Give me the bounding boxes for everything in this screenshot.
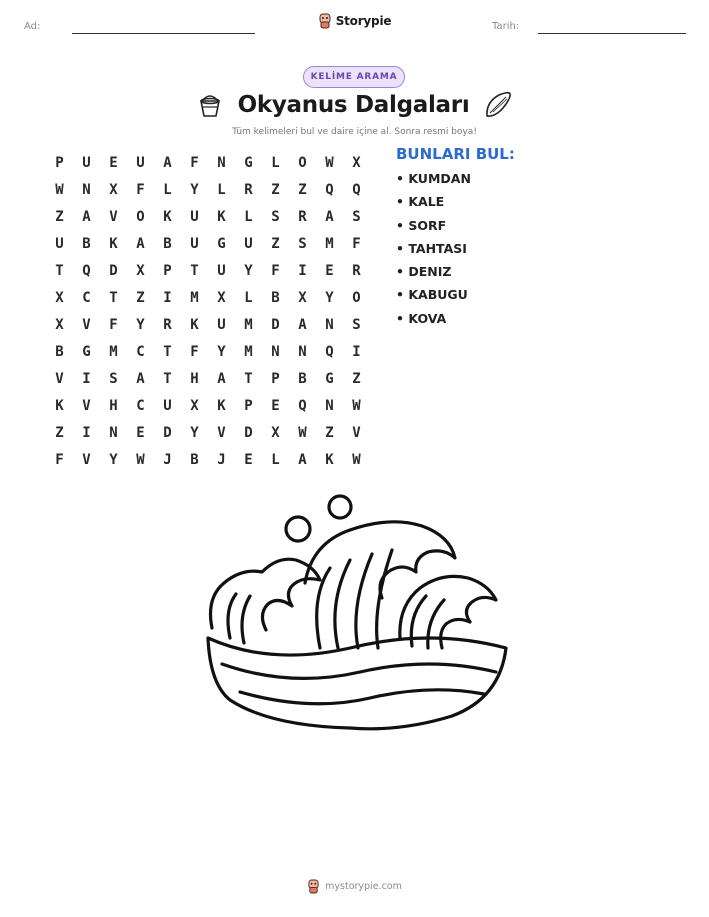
grid-letter[interactable]: K: [217, 208, 226, 225]
grid-letter[interactable]: U: [244, 235, 253, 252]
grid-letter[interactable]: D: [271, 316, 280, 333]
word-search-badge: KELİME ARAMA: [303, 66, 405, 88]
grid-letter[interactable]: W: [352, 397, 361, 414]
grid-letter[interactable]: Y: [190, 424, 199, 441]
grid-letter[interactable]: T: [163, 343, 172, 360]
grid-letter[interactable]: E: [109, 154, 118, 171]
grid-letter[interactable]: A: [82, 208, 91, 225]
grid-letter[interactable]: N: [109, 424, 118, 441]
grid-letter[interactable]: Q: [82, 262, 91, 279]
grid-letter[interactable]: X: [217, 289, 226, 306]
grid-letter[interactable]: G: [217, 235, 226, 252]
grid-letter[interactable]: A: [136, 235, 145, 252]
grid-letter[interactable]: Z: [298, 181, 307, 198]
brand-logo: [0, 13, 709, 29]
grid-letter[interactable]: N: [82, 181, 91, 198]
grid-letter[interactable]: Y: [109, 451, 118, 468]
grid-letter[interactable]: X: [136, 262, 145, 279]
grid-letter[interactable]: B: [271, 289, 280, 306]
grid-letter[interactable]: D: [244, 424, 253, 441]
word-item: • SORF: [396, 217, 447, 233]
grid-letter[interactable]: Y: [244, 262, 253, 279]
grid-letter[interactable]: Q: [352, 181, 361, 198]
grid-letter[interactable]: G: [325, 370, 334, 387]
grid-letter[interactable]: S: [352, 208, 361, 225]
grid-letter[interactable]: L: [271, 451, 280, 468]
grid-letter[interactable]: U: [217, 262, 226, 279]
grid-letter[interactable]: N: [271, 343, 280, 360]
grid-letter[interactable]: L: [217, 181, 226, 198]
grid-letter[interactable]: V: [82, 451, 91, 468]
grid-letter[interactable]: Z: [271, 235, 280, 252]
instructions: Tüm kelimeleri bul ve daire içine al. Sonra resmi boya!: [232, 127, 477, 137]
footer: [0, 879, 709, 894]
grid-letter[interactable]: I: [82, 424, 91, 441]
surfboard-icon: [483, 90, 513, 120]
grid-letter[interactable]: E: [244, 451, 253, 468]
grid-letter[interactable]: M: [325, 235, 334, 252]
grid-letter[interactable]: S: [271, 208, 280, 225]
grid-letter[interactable]: Z: [271, 181, 280, 198]
grid-letter[interactable]: Y: [136, 316, 145, 333]
grid-letter[interactable]: K: [109, 235, 118, 252]
grid-letter[interactable]: Q: [325, 181, 334, 198]
grid-letter[interactable]: S: [352, 316, 361, 333]
grid-letter[interactable]: U: [190, 208, 199, 225]
grid-letter[interactable]: W: [352, 451, 361, 468]
storypie-mascot-icon: [307, 879, 320, 894]
grid-letter[interactable]: B: [298, 370, 307, 387]
grid-letter[interactable]: M: [244, 316, 253, 333]
grid-letter[interactable]: O: [136, 208, 145, 225]
grid-letter[interactable]: U: [190, 235, 199, 252]
grid-letter[interactable]: K: [325, 451, 334, 468]
grid-letter[interactable]: D: [163, 424, 172, 441]
grid-letter[interactable]: P: [55, 154, 64, 171]
grid-letter[interactable]: N: [325, 316, 334, 333]
grid-letter[interactable]: O: [298, 154, 307, 171]
grid-letter[interactable]: I: [82, 370, 91, 387]
grid-letter[interactable]: H: [190, 370, 199, 387]
grid-letter[interactable]: K: [190, 316, 199, 333]
grid-letter[interactable]: P: [163, 262, 172, 279]
grid-letter[interactable]: C: [136, 343, 145, 360]
word-item: • TAHTASI: [396, 240, 467, 256]
grid-letter[interactable]: V: [109, 208, 118, 225]
grid-letter[interactable]: G: [244, 154, 253, 171]
grid-letter[interactable]: F: [136, 181, 145, 198]
grid-letter[interactable]: N: [217, 154, 226, 171]
grid-letter[interactable]: F: [109, 316, 118, 333]
grid-letter[interactable]: S: [298, 235, 307, 252]
grid-letter[interactable]: X: [55, 316, 64, 333]
grid-letter[interactable]: B: [82, 235, 91, 252]
grid-letter[interactable]: R: [298, 208, 307, 225]
grid-letter[interactable]: H: [109, 397, 118, 414]
grid-letter[interactable]: U: [217, 316, 226, 333]
grid-letter[interactable]: F: [190, 154, 199, 171]
grid-letter[interactable]: D: [109, 262, 118, 279]
grid-letter[interactable]: V: [82, 397, 91, 414]
grid-letter[interactable]: X: [352, 154, 361, 171]
page-title: Okyanus Dalgaları: [237, 92, 470, 118]
grid-letter[interactable]: K: [217, 397, 226, 414]
name-label: Ad:: [24, 21, 41, 32]
grid-letter[interactable]: T: [163, 370, 172, 387]
grid-letter[interactable]: O: [352, 289, 361, 306]
grid-letter[interactable]: R: [244, 181, 253, 198]
grid-letter[interactable]: A: [325, 208, 334, 225]
grid-letter[interactable]: F: [271, 262, 280, 279]
ocean-wave-illustration[interactable]: [200, 488, 512, 734]
date-line[interactable]: [538, 33, 686, 34]
grid-letter[interactable]: V: [55, 370, 64, 387]
grid-letter[interactable]: I: [298, 262, 307, 279]
grid-letter[interactable]: U: [136, 154, 145, 171]
word-item: • KUMDAN: [396, 171, 471, 186]
grid-letter[interactable]: V: [217, 424, 226, 441]
grid-letter[interactable]: A: [298, 316, 307, 333]
grid-letter[interactable]: S: [109, 370, 118, 387]
grid-letter[interactable]: Y: [190, 181, 199, 198]
grid-letter[interactable]: X: [271, 424, 280, 441]
grid-letter[interactable]: Y: [217, 343, 226, 360]
grid-letter[interactable]: X: [190, 397, 199, 414]
grid-letter[interactable]: M: [244, 343, 253, 360]
brand-name: Storypie: [335, 14, 392, 28]
grid-letter[interactable]: W: [55, 181, 64, 198]
grid-letter[interactable]: A: [217, 370, 226, 387]
grid-letter[interactable]: L: [163, 181, 172, 198]
grid-letter[interactable]: E: [136, 424, 145, 441]
grid-letter[interactable]: B: [163, 235, 172, 252]
grid-letter[interactable]: W: [325, 154, 334, 171]
grid-letter[interactable]: Q: [298, 397, 307, 414]
storypie-mascot-icon: [318, 13, 332, 29]
grid-letter[interactable]: J: [163, 451, 172, 468]
grid-letter[interactable]: T: [55, 262, 64, 279]
grid-letter[interactable]: A: [298, 451, 307, 468]
grid-letter[interactable]: M: [109, 343, 118, 360]
word-item: • KALE: [396, 194, 445, 210]
grid-letter[interactable]: C: [136, 397, 145, 414]
date-label: Tarih:: [492, 21, 520, 32]
grid-letter[interactable]: G: [82, 343, 91, 360]
grid-letter[interactable]: C: [82, 289, 91, 306]
grid-letter[interactable]: Y: [325, 289, 334, 306]
grid-letter[interactable]: P: [271, 370, 280, 387]
grid-letter[interactable]: W: [136, 451, 145, 468]
word-list-title: BUNLARI BUL:: [396, 145, 515, 163]
grid-letter[interactable]: L: [244, 208, 253, 225]
grid-letter[interactable]: R: [163, 316, 172, 333]
grid-letter[interactable]: X: [298, 289, 307, 306]
grid-letter[interactable]: E: [325, 262, 334, 279]
grid-letter[interactable]: X: [55, 289, 64, 306]
grid-letter[interactable]: K: [55, 397, 64, 414]
grid-letter[interactable]: N: [298, 343, 307, 360]
grid-letter[interactable]: F: [190, 343, 199, 360]
word-list: [396, 171, 471, 334]
grid-letter[interactable]: I: [352, 343, 361, 360]
grid-letter[interactable]: T: [244, 370, 253, 387]
grid-letter[interactable]: U: [163, 397, 172, 414]
grid-letter[interactable]: B: [190, 451, 199, 468]
grid-letter[interactable]: U: [82, 154, 91, 171]
word-item: • DENIZ: [396, 264, 452, 280]
name-line[interactable]: [72, 33, 255, 34]
grid-letter[interactable]: V: [82, 316, 91, 333]
grid-letter[interactable]: Z: [55, 424, 64, 441]
grid-letter[interactable]: F: [352, 235, 361, 252]
grid-letter[interactable]: M: [190, 289, 199, 306]
grid-letter[interactable]: Q: [325, 343, 334, 360]
grid-letter[interactable]: Z: [55, 208, 64, 225]
letter-grid: [46, 149, 370, 473]
grid-letter[interactable]: Z: [325, 424, 334, 441]
grid-letter[interactable]: B: [55, 343, 64, 360]
grid-letter[interactable]: L: [244, 289, 253, 306]
grid-letter[interactable]: R: [352, 262, 361, 279]
grid-letter[interactable]: A: [136, 370, 145, 387]
grid-letter[interactable]: N: [325, 397, 334, 414]
grid-letter[interactable]: A: [163, 154, 172, 171]
grid-letter[interactable]: K: [163, 208, 172, 225]
grid-letter[interactable]: W: [298, 424, 307, 441]
grid-letter[interactable]: Z: [136, 289, 145, 306]
grid-letter[interactable]: I: [163, 289, 172, 306]
grid-letter[interactable]: Z: [352, 370, 361, 387]
grid-letter[interactable]: L: [271, 154, 280, 171]
title-row: [0, 90, 709, 120]
grid-letter[interactable]: T: [190, 262, 199, 279]
grid-letter[interactable]: P: [244, 397, 253, 414]
grid-letter[interactable]: X: [109, 181, 118, 198]
grid-letter[interactable]: E: [271, 397, 280, 414]
grid-letter[interactable]: F: [55, 451, 64, 468]
grid-letter[interactable]: J: [217, 451, 226, 468]
grid-letter[interactable]: U: [55, 235, 64, 252]
footer-url[interactable]: mystorypie.com: [325, 881, 402, 892]
word-item: • KOVA: [396, 310, 447, 326]
grid-letter[interactable]: T: [109, 289, 118, 306]
grid-letter[interactable]: V: [352, 424, 361, 441]
bucket-icon: [196, 91, 224, 119]
word-item: • KABUGU: [396, 287, 468, 303]
